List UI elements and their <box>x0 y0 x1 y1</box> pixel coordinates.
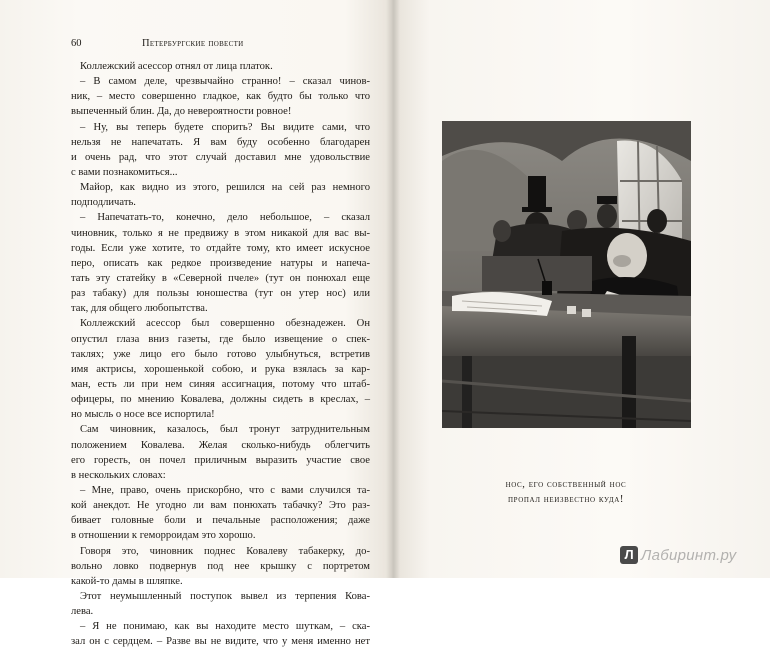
text-line: – Мне, право, очень прискорбно, что с вами случился та- <box>80 484 370 496</box>
text-line: имя актрисы, хорошенькой собою, и рука взялась за кар- <box>71 363 370 375</box>
text-line: Этот неумышленный поступок вывел из терпения Кова- <box>80 590 370 602</box>
text-line: чиновник, только я не предвижу в этом никакой для вас вы- <box>71 227 370 239</box>
text-line: его горесть, он почел приличным выразить участие свое <box>71 454 370 466</box>
text-line: тать эту статейку в «Северной пчеле» (тут он понюхал еще <box>71 272 370 284</box>
text-line: раз табаку) для пользы юношества (тут он утер нос) или <box>71 288 370 300</box>
text-line: Говоря это, чиновник поднес Ковалеву табакерку, до- <box>80 545 370 557</box>
book-gutter <box>386 0 400 578</box>
text-line: – Я не понимаю, как вы находите место шуткам, – ска- <box>80 621 370 633</box>
page-number: 60 <box>71 38 82 49</box>
text-line: офицеры, по мнению Ковалева, должны сидеть в креслах, – <box>71 394 370 406</box>
text-line: выпеченный блин. Да, до невероятности ровное! <box>71 106 292 118</box>
caption-line-2: пропал неизвестно куда! <box>508 494 624 505</box>
illustration-newspaper-office <box>442 121 691 428</box>
text-line: нельзя не напечатать. Я вам буду особенно благодарен <box>71 136 370 148</box>
text-line: перо, описать как редкое произведение натуры и напеча- <box>71 257 370 269</box>
text-line: таклях; уже лицо его было готово улыбнуться, встретив <box>71 348 370 360</box>
text-line: годы. Если уже хотите, то отдайте тому, кто имеет искусное <box>71 242 370 254</box>
watermark-text: Лабиринт.ру <box>641 546 737 564</box>
text-line: так, для общего любопытства. <box>71 303 208 315</box>
text-line: ман, есть ли при нем синяя ассигнация, потому что штаб- <box>71 378 370 390</box>
text-line: Коллежский асессор был совершенно обезнадежен. Он <box>80 318 370 330</box>
caption-line-1: нос, его собственный нос <box>505 479 627 490</box>
text-line: но мысль о носе все испортила! <box>71 409 215 421</box>
text-line: лева. <box>71 606 94 618</box>
text-line: ник, – место совершенно гладкое, как будто бы только что <box>71 91 370 103</box>
text-line: какой-то дамы в шляпке. <box>71 575 183 587</box>
text-line: – В самом деле, чрезвычайно странно! – сказал чинов- <box>80 76 370 88</box>
body-text <box>71 59 370 649</box>
text-line: вольно ловко подвернув под нее крышку с портретом <box>71 560 370 572</box>
text-line: бивает головные боли и печальные расположения; даже <box>71 515 370 527</box>
text-line: и очень рад, что этот случай доставил мне удовольствие <box>71 151 370 163</box>
text-line: зал он с сердцем. – Разве вы не видите, что у меня именно нет <box>71 636 370 648</box>
text-line: опустил глаза вниз газеты, где было извещение о спек- <box>71 333 370 345</box>
text-line: – Ну, вы теперь будете спорить? Вы видите сами, что <box>80 121 370 133</box>
text-line: положением Ковалева. Желая сколько-нибудь облегчить <box>71 439 370 451</box>
illustration-caption <box>455 477 677 507</box>
watermark <box>620 544 736 566</box>
text-line: в нескольких словах: <box>71 469 166 481</box>
text-line: в отношении к геморроидам это хорошо. <box>71 530 256 542</box>
watermark-logo-icon: Л <box>620 546 638 564</box>
text-line: подподличать. <box>71 197 136 209</box>
text-line: Майор, как видно из этого, решился на сей раз немного <box>80 182 370 194</box>
running-head-title: Петербургские повести <box>142 38 244 49</box>
text-line: – Напечатать-то, конечно, дело небольшое, – сказал <box>80 212 370 224</box>
text-line: с вами познакомиться... <box>71 166 178 178</box>
text-line: Сам чиновник, казалось, был тронут затруднительным <box>80 424 370 436</box>
text-line: кой анекдот. Не угодно ли вам понюхать табачку? Это раз- <box>71 500 370 512</box>
text-line: Коллежский асессор отнял от лица платок. <box>80 61 273 72</box>
